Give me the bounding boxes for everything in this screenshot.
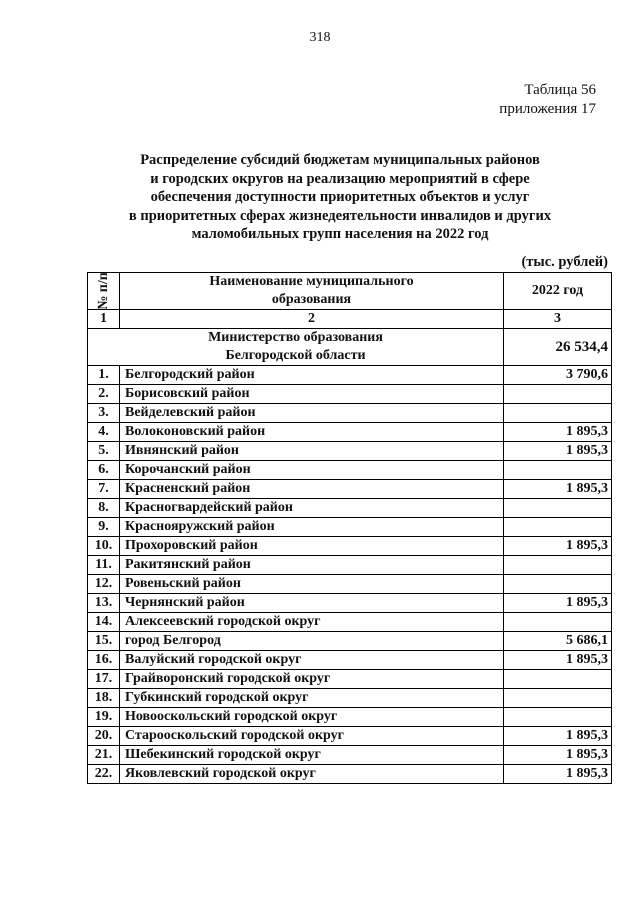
- row-name: Новооскольский городской округ: [120, 708, 504, 727]
- row-name: Вейделевский район: [120, 404, 504, 423]
- column-number-1: 1: [88, 310, 120, 329]
- row-name: Грайворонский городской округ: [120, 670, 504, 689]
- row-value: [504, 461, 612, 480]
- row-number: 18.: [88, 689, 120, 708]
- row-name: Валуйский городской округ: [120, 651, 504, 670]
- document-title: [70, 151, 610, 244]
- row-name: город Белгород: [120, 632, 504, 651]
- header-number-label: № п/п: [95, 272, 111, 310]
- row-number: 15.: [88, 632, 120, 651]
- ministry-name-line-1: Министерство образования: [208, 330, 383, 345]
- row-value: [504, 556, 612, 575]
- table-row: [88, 651, 612, 670]
- row-value: [504, 613, 612, 632]
- row-number: 10.: [88, 537, 120, 556]
- row-number: 13.: [88, 594, 120, 613]
- units-label: (тыс. рублей): [521, 254, 608, 270]
- column-number-row: [88, 310, 612, 329]
- column-number-3: 3: [504, 310, 612, 329]
- row-value: [504, 708, 612, 727]
- row-number: 5.: [88, 442, 120, 461]
- row-name: Старооскольский городской округ: [120, 727, 504, 746]
- row-value: 1 895,3: [504, 765, 612, 784]
- row-number: 21.: [88, 746, 120, 765]
- row-name: Чернянский район: [120, 594, 504, 613]
- header-name: [120, 273, 504, 310]
- row-number: 16.: [88, 651, 120, 670]
- row-name: Краснояружский район: [120, 518, 504, 537]
- row-number: 19.: [88, 708, 120, 727]
- row-value: 1 895,3: [504, 594, 612, 613]
- row-value: 1 895,3: [504, 651, 612, 670]
- row-name: Красногвардейский район: [120, 499, 504, 518]
- row-value: 5 686,1: [504, 632, 612, 651]
- row-value: 1 895,3: [504, 537, 612, 556]
- row-value: [504, 670, 612, 689]
- table-row: [88, 765, 612, 784]
- row-name: Ивнянский район: [120, 442, 504, 461]
- row-number: 17.: [88, 670, 120, 689]
- ministry-name: [88, 329, 504, 366]
- row-name: Красненский район: [120, 480, 504, 499]
- row-name: Белгородский район: [120, 366, 504, 385]
- table-row: [88, 537, 612, 556]
- table-row: [88, 423, 612, 442]
- table-row: [88, 556, 612, 575]
- row-number: 12.: [88, 575, 120, 594]
- title-line-1: Распределение субсидий бюджетам муниципальных районов: [140, 152, 540, 168]
- subsidy-table: [87, 272, 612, 784]
- table-row: [88, 499, 612, 518]
- table-header-row: [88, 273, 612, 310]
- table-row: [88, 594, 612, 613]
- table-row: [88, 404, 612, 423]
- table-row: [88, 442, 612, 461]
- table-row: [88, 632, 612, 651]
- row-value: 1 895,3: [504, 727, 612, 746]
- table-reference: [499, 81, 596, 119]
- row-name: Борисовский район: [120, 385, 504, 404]
- ministry-total-value: 26 534,4: [504, 329, 612, 366]
- row-value: 3 790,6: [504, 366, 612, 385]
- title-line-5: маломобильных групп населения на 2022 год: [191, 226, 489, 242]
- row-value: [504, 518, 612, 537]
- row-number: 20.: [88, 727, 120, 746]
- row-number: 4.: [88, 423, 120, 442]
- title-line-2: и городских округов на реализацию мероприятий в сфере: [150, 170, 530, 187]
- title-line-3: обеспечения доступности приоритетных объектов и услуг: [150, 189, 530, 205]
- row-value: 1 895,3: [504, 746, 612, 765]
- row-number: 9.: [88, 518, 120, 537]
- title-line-4: в приоритетных сферах жизнедеятельности инвалидов и других: [128, 207, 552, 224]
- row-number: 7.: [88, 480, 120, 499]
- row-value: [504, 689, 612, 708]
- ministry-total-row: [88, 329, 612, 366]
- row-number: 22.: [88, 765, 120, 784]
- row-number: 6.: [88, 461, 120, 480]
- header-number: [88, 273, 120, 310]
- column-number-2: 2: [120, 310, 504, 329]
- row-number: 2.: [88, 385, 120, 404]
- row-name: Губкинский городской округ: [120, 689, 504, 708]
- table-row: [88, 575, 612, 594]
- row-name: Волоконовский район: [120, 423, 504, 442]
- table-row: [88, 461, 612, 480]
- row-value: [504, 575, 612, 594]
- table-row: [88, 518, 612, 537]
- row-value: [504, 404, 612, 423]
- row-name: Яковлевский городской округ: [120, 765, 504, 784]
- ministry-name-line-2: Белгородской области: [225, 348, 366, 363]
- row-value: [504, 385, 612, 404]
- header-name-line-1: Наименование муниципального: [209, 274, 414, 289]
- table-row: [88, 727, 612, 746]
- row-value: 1 895,3: [504, 423, 612, 442]
- row-number: 14.: [88, 613, 120, 632]
- page-number: 318: [309, 30, 331, 45]
- table-row: [88, 613, 612, 632]
- header-year: 2022 год: [504, 273, 612, 310]
- table-row: [88, 480, 612, 499]
- table-row: [88, 689, 612, 708]
- row-name: Ровеньский район: [120, 575, 504, 594]
- row-name: Шебекинский городской округ: [120, 746, 504, 765]
- row-name: Корочанский район: [120, 461, 504, 480]
- subsidy-table-body: [88, 273, 612, 784]
- table-reference-line-2: приложения 17: [499, 101, 596, 117]
- row-value: 1 895,3: [504, 480, 612, 499]
- table-row: [88, 708, 612, 727]
- row-number: 1.: [88, 366, 120, 385]
- row-name: Ракитянский район: [120, 556, 504, 575]
- table-reference-line-1: Таблица 56: [524, 82, 596, 98]
- row-value: [504, 499, 612, 518]
- row-name: Прохоровский район: [120, 537, 504, 556]
- row-value: 1 895,3: [504, 442, 612, 461]
- row-name: Алексеевский городской округ: [120, 613, 504, 632]
- table-row: [88, 746, 612, 765]
- header-name-line-2: образования: [271, 292, 352, 307]
- table-row: [88, 385, 612, 404]
- table-row: [88, 670, 612, 689]
- row-number: 3.: [88, 404, 120, 423]
- table-row: [88, 366, 612, 385]
- row-number: 11.: [88, 556, 120, 575]
- row-number: 8.: [88, 499, 120, 518]
